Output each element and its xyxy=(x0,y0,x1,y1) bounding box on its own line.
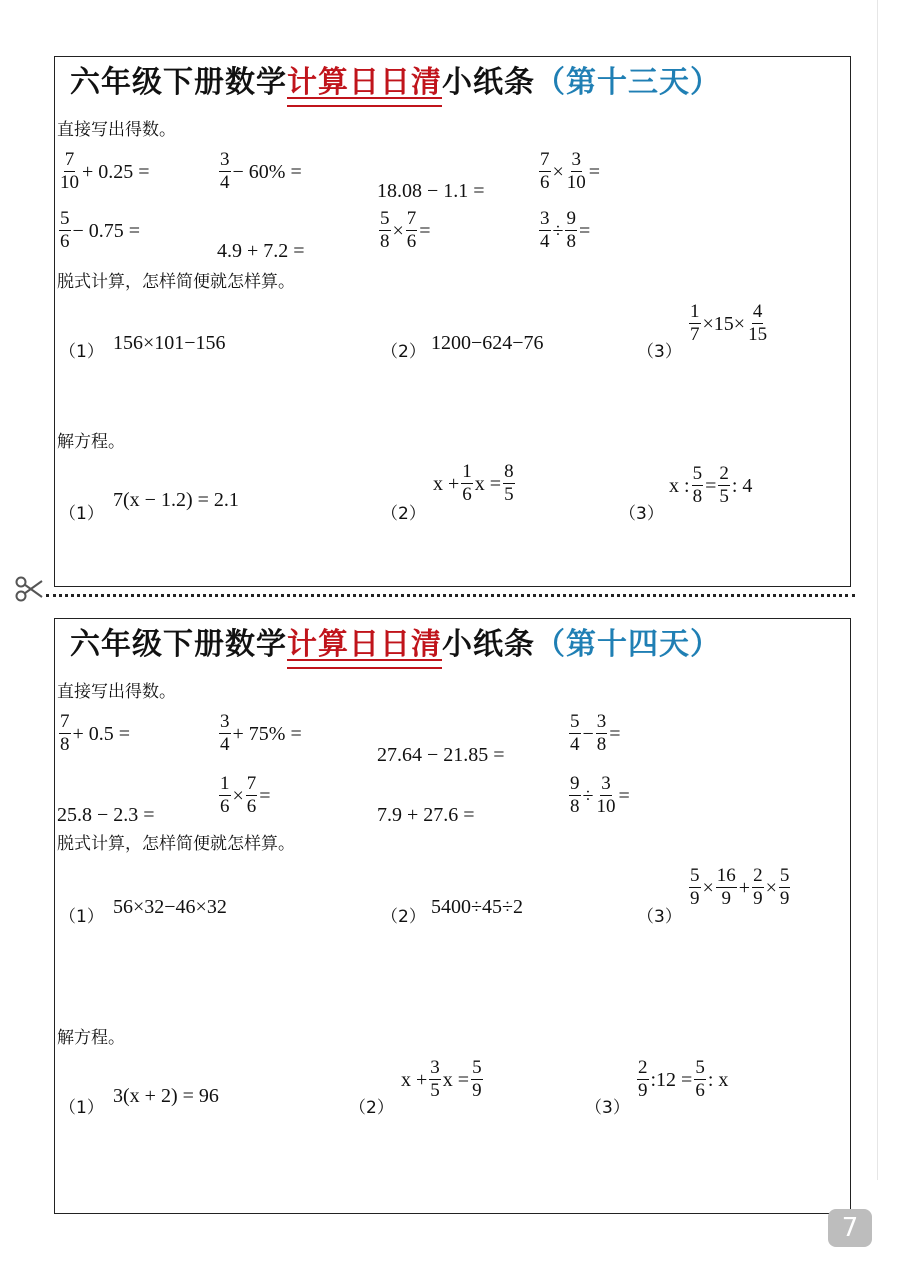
expr-text: x + xyxy=(433,472,460,495)
expr-text: ×15× xyxy=(702,312,746,335)
direct-problem-5 xyxy=(57,208,140,253)
direct-problem-6 xyxy=(217,773,271,818)
fraction: $\frac{1}{6}$ xyxy=(462,461,472,505)
fraction: $\frac{5}{8}$ xyxy=(380,208,390,252)
direct-problem-7 xyxy=(377,805,475,825)
section-equations: 解方程。 xyxy=(57,432,125,452)
problem-label: （1） xyxy=(59,907,104,927)
direct-problem-2 xyxy=(217,711,302,756)
fraction: $\frac{5}{6}$ xyxy=(60,208,70,252)
fraction: $\frac{4}{15}$ xyxy=(748,301,768,345)
equals: = xyxy=(419,219,431,242)
operator: ÷ xyxy=(582,784,594,807)
equals: = xyxy=(618,784,630,807)
expr-text: + 75% = xyxy=(232,722,302,745)
direct-problem-7 xyxy=(377,208,431,253)
direct-problem-4 xyxy=(537,149,600,194)
problem-label: （2） xyxy=(349,1098,394,1118)
equals: = xyxy=(588,160,601,183)
problem-label: （3） xyxy=(585,1098,630,1118)
expr-text: 27.64 − 21.85 = xyxy=(377,744,505,766)
fraction: $\frac{7}{10}$ xyxy=(60,149,79,193)
direct-problem-8 xyxy=(567,773,630,818)
expr-text: x = xyxy=(474,472,502,495)
expr-text: :12 = xyxy=(650,1068,693,1091)
page-edge-line xyxy=(877,0,878,1180)
expr-text: 56×32−46×32 xyxy=(113,896,227,918)
compute-problem-1 xyxy=(113,333,226,353)
problem-label: （1） xyxy=(59,1098,104,1118)
fraction: $\frac{3}{4}$ xyxy=(220,711,230,755)
worksheet-day-14 xyxy=(54,618,851,1214)
fraction: $\frac{5}{8}$ xyxy=(692,463,703,507)
compute-problem-3 xyxy=(687,865,792,910)
fraction: $\frac{5}{9}$ xyxy=(690,865,700,909)
operator: × xyxy=(392,219,404,242)
title-highlight: 计算日日清 xyxy=(287,623,442,667)
title-highlight: 计算日日清 xyxy=(287,61,442,105)
equals: = xyxy=(259,784,271,807)
problem-label: （1） xyxy=(59,504,104,524)
fraction: $\frac{3}{8}$ xyxy=(596,711,607,755)
fraction: $\frac{7}{8}$ xyxy=(60,711,70,755)
expr-text: − 0.75 = xyxy=(72,219,141,242)
operator: ÷ xyxy=(552,219,564,242)
equals: = xyxy=(705,474,717,497)
worksheet-title xyxy=(70,61,721,105)
section-step-calculation: 脱式计算，怎样简便就怎样算。 xyxy=(57,272,295,292)
equation-3 xyxy=(669,463,752,508)
fraction: $\frac{7}{6}$ xyxy=(406,208,417,252)
fraction: $\frac{2}{9}$ xyxy=(638,1057,648,1101)
equation-2 xyxy=(433,461,517,506)
compute-problem-1 xyxy=(113,897,227,917)
operator: × xyxy=(702,876,714,899)
page-number-badge: 7 xyxy=(828,1209,872,1247)
expr-text: 3(x + 2) = 96 xyxy=(113,1085,219,1107)
expr-text: 25.8 − 2.3 = xyxy=(57,804,155,826)
direct-problem-1 xyxy=(57,711,130,756)
equals: = xyxy=(609,722,621,745)
operator: − xyxy=(582,722,594,745)
expr-text: : x xyxy=(707,1068,729,1091)
expr-text: : 4 xyxy=(731,474,753,497)
problem-label: （1） xyxy=(59,342,104,362)
equals: = xyxy=(578,219,591,242)
direct-problem-1 xyxy=(57,149,150,194)
expr-text: x : xyxy=(669,474,690,497)
problem-label: （3） xyxy=(619,504,664,524)
direct-problem-5 xyxy=(57,805,155,825)
fraction: $\frac{2}{5}$ xyxy=(719,463,729,507)
fraction: $\frac{3}{10}$ xyxy=(566,149,586,193)
fraction: $\frac{3}{4}$ xyxy=(220,149,230,193)
section-direct-answers: 直接写出得数。 xyxy=(57,682,176,702)
expr-text: + 0.5 = xyxy=(72,722,131,745)
problem-label: （2） xyxy=(381,504,426,524)
problem-label: （3） xyxy=(637,907,682,927)
expr-text: 7.9 + 27.6 = xyxy=(377,804,475,826)
equation-3 xyxy=(635,1057,728,1102)
problem-label: （3） xyxy=(637,342,682,362)
direct-problem-2 xyxy=(217,149,302,194)
fraction: $\frac{5}{9}$ xyxy=(779,865,790,909)
expr-text: x = xyxy=(442,1068,470,1091)
operator: + xyxy=(738,876,751,899)
fraction: $\frac{7}{6}$ xyxy=(246,773,257,817)
worksheet-day-13 xyxy=(54,56,851,587)
direct-problem-3 xyxy=(377,745,505,765)
operator: × xyxy=(232,784,244,807)
fraction: $\frac{9}{8}$ xyxy=(566,208,576,252)
compute-problem-2 xyxy=(431,897,523,917)
title-suffix: 小纸条 xyxy=(442,65,535,100)
problem-label: （2） xyxy=(381,907,426,927)
fraction: $\frac{5}{4}$ xyxy=(570,711,580,755)
fraction: $\frac{5}{6}$ xyxy=(695,1057,705,1101)
fraction: $\frac{3}{4}$ xyxy=(540,208,550,252)
fraction: $\frac{1}{7}$ xyxy=(690,301,700,345)
section-direct-answers: 直接写出得数。 xyxy=(57,120,176,140)
title-prefix: 六年级下册数学 xyxy=(70,65,287,100)
fraction: $\frac{1}{6}$ xyxy=(220,773,230,817)
title-suffix: 小纸条 xyxy=(442,627,535,662)
fraction: $\frac{5}{9}$ xyxy=(472,1057,482,1101)
fraction: $\frac{3}{10}$ xyxy=(596,773,616,817)
section-step-calculation: 脱式计算，怎样简便就怎样算。 xyxy=(57,834,295,854)
cut-line xyxy=(46,594,855,597)
expr-text: 7(x − 1.2) = 2.1 xyxy=(113,489,239,511)
direct-problem-3 xyxy=(377,181,485,201)
direct-problem-8 xyxy=(537,208,590,253)
equation-1 xyxy=(113,1086,219,1106)
title-prefix: 六年级下册数学 xyxy=(70,627,287,662)
expr-text: 1200−624−76 xyxy=(431,332,544,354)
section-equations: 解方程。 xyxy=(57,1028,125,1048)
problem-label: （2） xyxy=(381,342,426,362)
compute-problem-2 xyxy=(431,333,544,353)
scissors-icon xyxy=(14,575,44,603)
equation-2 xyxy=(401,1057,485,1102)
fraction: $\frac{2}{9}$ xyxy=(753,865,763,909)
day-label: （第十三天） xyxy=(535,65,721,100)
expr-text: 156×101−156 xyxy=(113,332,226,354)
expr-text: + 0.25 = xyxy=(82,160,150,183)
fraction: $\frac{16}{9}$ xyxy=(716,865,736,909)
fraction: $\frac{9}{8}$ xyxy=(570,773,580,817)
worksheet-title xyxy=(70,623,721,667)
fraction: $\frac{8}{5}$ xyxy=(504,461,514,505)
fraction: $\frac{7}{6}$ xyxy=(540,149,550,193)
compute-problem-3 xyxy=(687,301,770,346)
fraction: $\frac{3}{5}$ xyxy=(430,1057,440,1101)
operator: × xyxy=(765,876,777,899)
direct-problem-4 xyxy=(567,711,621,756)
expr-text: x + xyxy=(401,1068,428,1091)
equation-1 xyxy=(113,490,239,510)
expr-text: − 60% = xyxy=(232,160,302,183)
expr-text: 18.08 − 1.1 = xyxy=(377,180,485,202)
expr-text: 5400÷45÷2 xyxy=(431,896,523,918)
expr-text: 4.9 + 7.2 = xyxy=(217,240,305,262)
direct-problem-6 xyxy=(217,241,305,261)
operator: × xyxy=(552,160,564,183)
day-label: （第十四天） xyxy=(535,627,721,662)
